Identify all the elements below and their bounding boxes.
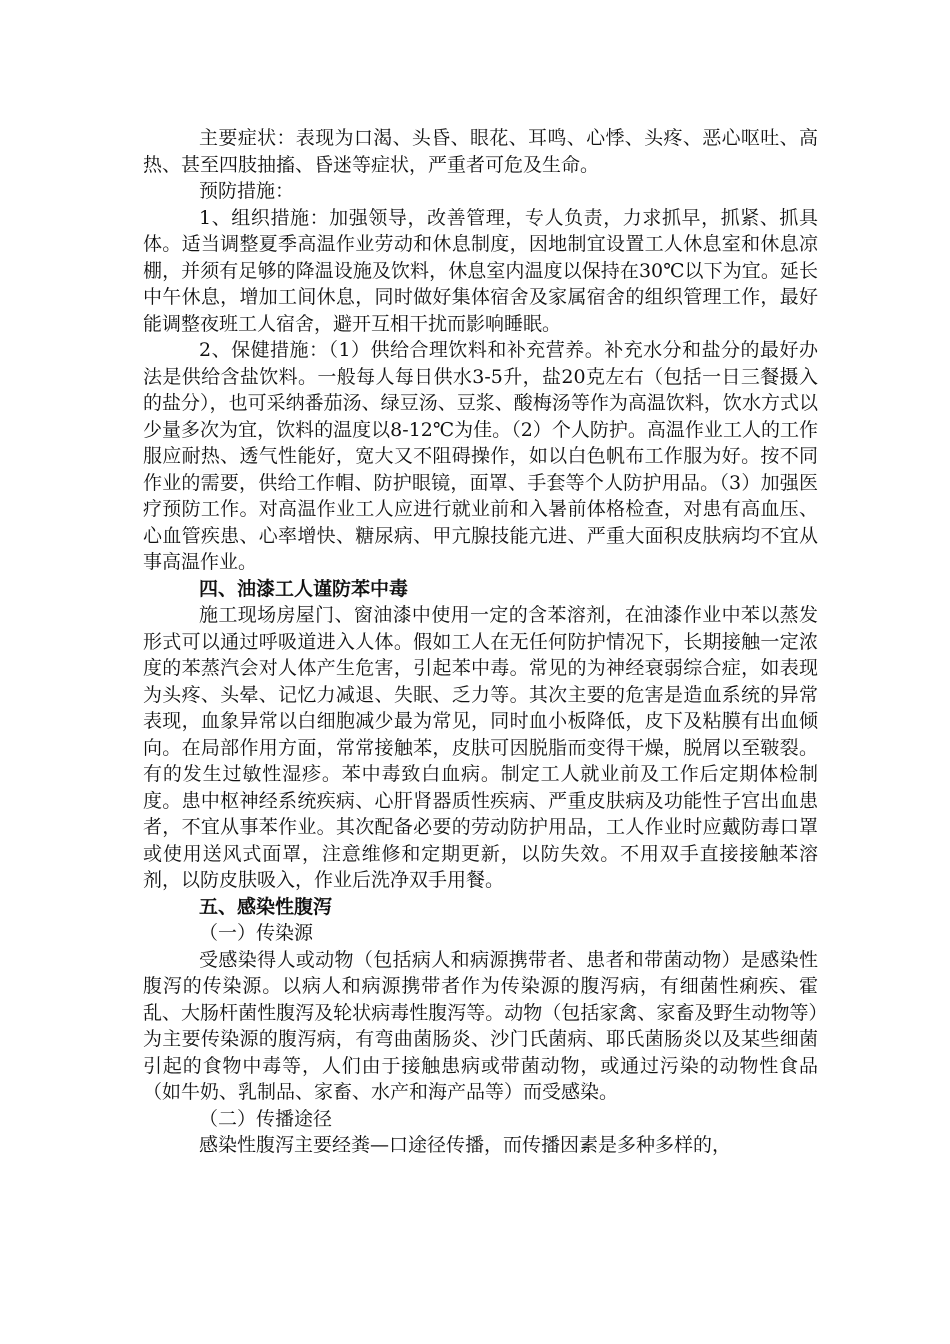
document-body xyxy=(143,125,818,1159)
paragraph-benzene-poisoning: 施工现场房屋门、窗油漆中使用一定的含苯溶剂，在油漆作业中苯以蒸发形式可以通过呼吸道进入人体。假如工人在无任何防护情况下，长期接触一定浓度的苯蒸汽会对人体产生危害，引起苯中毒。常见的为神经衰弱综合症，如表现为头疼、头晕、记忆力减退、失眠、乏力等。其次主要的危害是造血系统的异常表现，血象异常以白细胞减少最为常见，同时血小板降低，皮下及粘膜有出血倾向。在局部作用方面，常常接触苯，皮肤可因脱脂而变得干燥，脱屑以至皲裂。有的发生过敏性湿疹。苯中毒致白血病。制定工人就业前及工作后定期体检制度。患中枢神经系统疾病、心肝肾器质性疾病、严重皮肤病及功能性子宫出血患者，不宜从事苯作业。其次配备必要的劳动防护用品，工人作业时应戴防毒口罩或使用送风式面罩，注意维修和定期更新，以防失效。不用双手直接接触苯溶剂，以防皮肤吸入，作业后洗净双手用餐。 xyxy=(143,604,818,891)
paragraph-main-symptoms: 主要症状：表现为口渴、头昏、眼花、耳鸣、心悸、头疼、恶心呕吐、高热、甚至四肢抽搐、昏迷等症状，严重者可危及生命。 xyxy=(143,127,818,176)
section-heading-infectious-diarrhea: 五、感染性腹泻 xyxy=(199,895,333,918)
paragraph-health-measures: 2、保健措施：（1）供给合理饮料和补充营养。补充水分和盐分的最好办法是供给含盐饮料。一般每人每日供水3-5升，盐20克左右（包括一日三餐摄入的盐分），也可采纳番茄汤、绿豆汤、豆浆、酸梅汤等作为高温饮料，饮水方式以少量多次为宜，饮料的温度以8-12℃为佳。（2）个人防护。高温作业工人的工作服应耐热、透气性能好，宽大又不阻碍操作，如以白色帆布工作服为好。按不同作业的需要，供给工作帽、防护眼镜，面罩、手套等个人防护用品。（3）加强医疗预防工作。对高温作业工人应进行就业前和入暑前体格检查，对患有高血压、心血管疾患、心率增快、糖尿病、甲亢腺技能亢进、严重大面积皮肤病均不宜从事高温作业。 xyxy=(143,339,818,573)
subheading-transmission-route: （二）传播途径 xyxy=(199,1107,333,1130)
section-heading-benzene: 四、油漆工人谨防苯中毒 xyxy=(199,577,409,600)
paragraph-organizational-measures: 1、组织措施：加强领导，改善管理，专人负责，力求抓早，抓紧、抓具体。适当调整夏季高温作业劳动和休息制度，因地制宜设置工人休息室和休息凉棚，并须有足够的降温设施及饮料，休息室内温度以保持在30℃以下为宜。延长中午休息，增加工间休息，同时做好集体宿舍及家属宿舍的组织管理工作，最好能调整夜班工人宿舍，避开互相干扰而影响睡眠。 xyxy=(143,206,818,335)
paragraph-transmission-route: 感染性腹泻主要经粪—口途径传播，而传播因素是多种多样的， xyxy=(199,1134,732,1156)
paragraph-infection-source: 受感染得人或动物（包括病人和病源携带者、患者和带菌动物）是感染性腹泻的传染源。以病人和病源携带者作为传染源的腹泻病，有细菌性痢疾、霍乱、大肠杆菌性腹泻及轮状病毒性腹泻等。动物（包括家禽、家畜及野生动物等）为主要传染源的腹泻病，有弯曲菌肠炎、沙门氏菌病、耶氏菌肠炎以及某些细菌引起的食物中毒等，人们由于接触患病或带菌动物，或通过污染的动物性食品（如牛奶、乳制品、家畜、水产和海产品等）而受感染。 xyxy=(143,948,818,1103)
subheading-infection-source: （一）传染源 xyxy=(199,922,314,944)
paragraph-prevention-title: 预防措施： xyxy=(199,180,295,202)
